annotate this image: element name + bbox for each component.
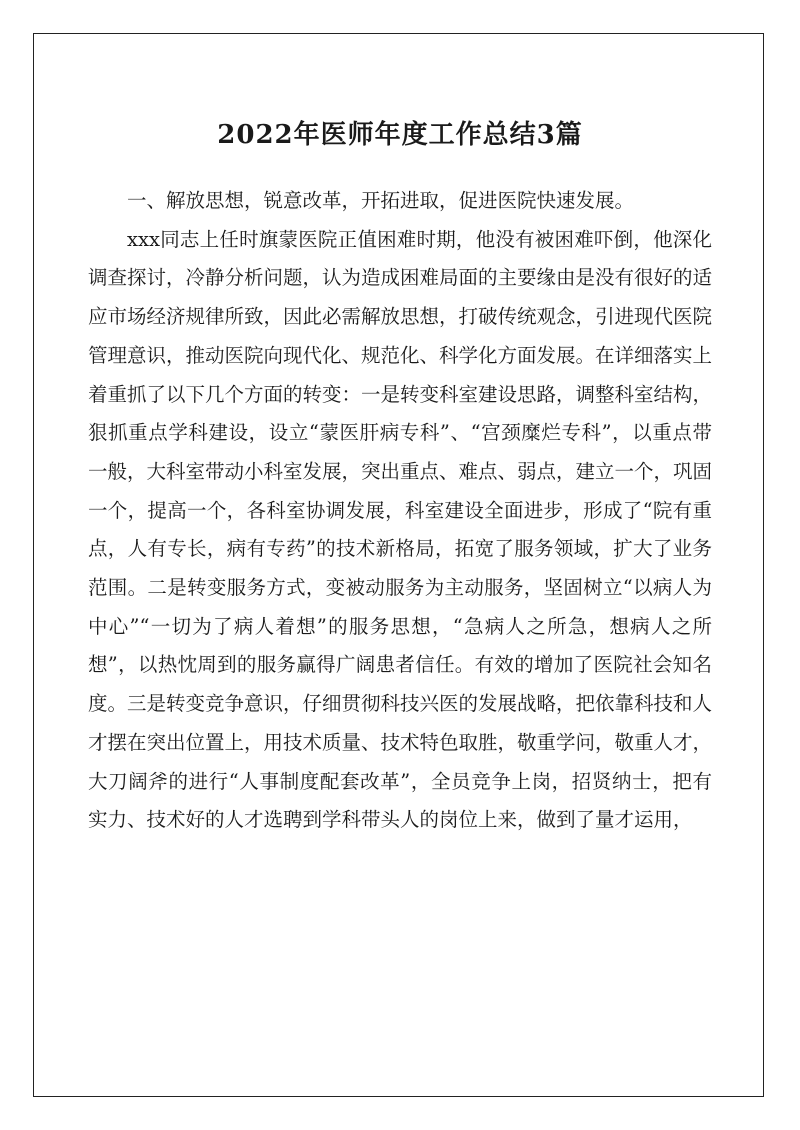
document-body	[88, 182, 712, 840]
body-paragraph: xxx同志上任时旗蒙医院正值困难时期，他没有被困难吓倒，他深化调查探讨，冷静分析问题，认为造成困难局面的主要缘由是没有很好的适应市场经济规律所致，因此必需解放思想，打破传统观念，引进现代医院管理意识，推动医院向现代化、规范化、科学化方面发展。在详细落实上着重抓了以下几个方面的转变：一是转变科室建设思路，调整科室结构，狠抓重点学科建设，设立“蒙医肝病专科”、“宫颈糜烂专科”，以重点带一般，大科室带动小科室发展，突出重点、难点、弱点，建立一个，巩固一个，提高一个，各科室协调发展，科室建设全面进步，形成了“院有重点，人有专长，病有专药”的技术新格局，拓宽了服务领域，扩大了业务范围。二是转变服务方式，变被动服务为主动服务，坚固树立“以病人为中心”“一切为了病人着想”的服务思想，“急病人之所急，想病人之所想”，以热忱周到的服务赢得广阔患者信任。有效的增加了医院社会知名度。三是转变竞争意识，仔细贯彻科技兴医的发展战略，把依靠科技和人才摆在突出位置上，用技术质量、技术特色取胜，敬重学问，敬重人才，大刀阔斧的进行“人事制度配套改革”，全员竞争上岗，招贤纳士，把有实力、技术好的人才选聘到学科带头人的岗位上来，做到了量才运用，	[88, 227, 713, 832]
document-title: 2022年医师年度工作总结3篇	[217, 120, 583, 151]
section-heading: 一、解放思想，锐意改革，开拓进取，促进医院快速发展。	[127, 189, 635, 212]
